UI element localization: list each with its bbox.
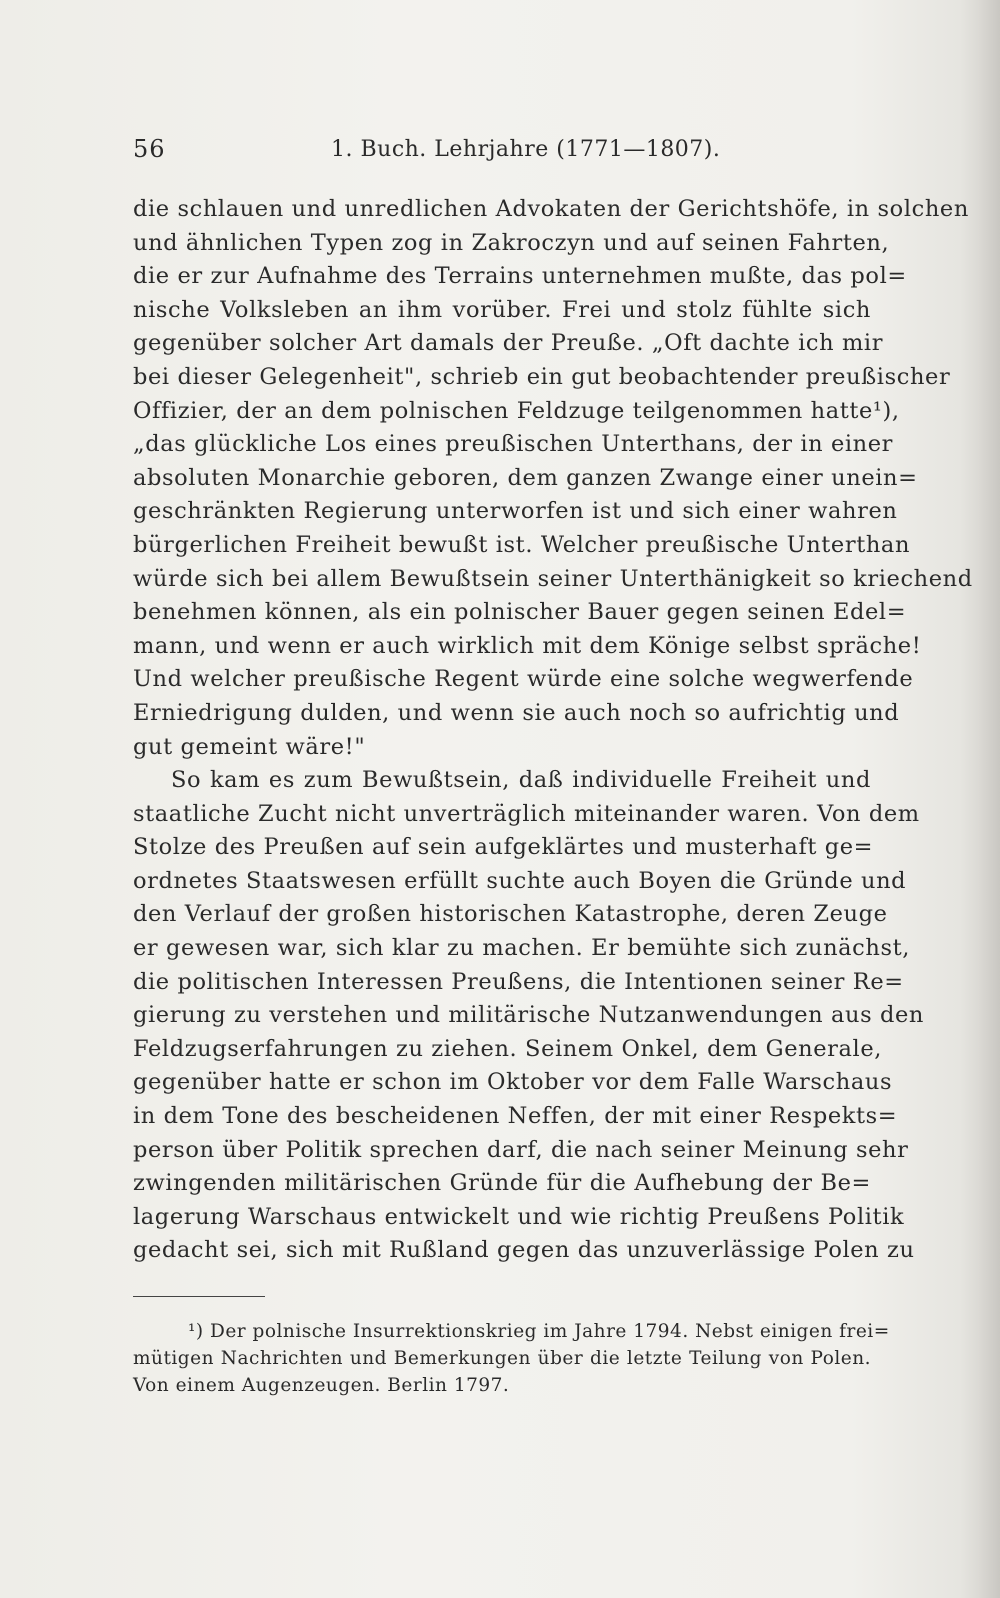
text-line: würde sich bei allem Bewußtsein seiner Unterthänigkeit so kriechend <box>133 565 973 592</box>
text-line: bei dieser Gelegenheit", schrieb ein gut beobachtender preußischer <box>133 363 951 390</box>
text-line: gierung zu verstehen und militärische Nutzanwendungen aus den <box>133 1002 925 1029</box>
page-header <box>133 135 873 169</box>
text-line: die er zur Aufnahme des Terrains unternehmen mußte, das pol= <box>133 263 907 290</box>
text-line: die schlauen und unredlichen Advokaten der Gerichtshöfe, in solchen <box>133 196 969 222</box>
text-line: So kam es zum Bewußtsein, daß individuelle Freiheit und <box>171 767 871 794</box>
footnote-line: Von einem Augenzeugen. Berlin 1797. <box>133 1375 510 1396</box>
running-title: 1. Buch. Lehrjahre (1771—1807). <box>331 137 721 162</box>
text-line: geschränkten Regierung unterworfen ist und sich einer wahren <box>133 498 898 525</box>
text-line: er gewesen war, sich klar zu machen. Er bemühte sich zunächst, <box>133 935 911 962</box>
text-line: absoluten Monarchie geboren, dem ganzen Zwange einer unein= <box>133 464 918 491</box>
text-line: lagerung Warschaus entwickelt und wie richtig Preußens Politik <box>133 1203 905 1230</box>
footnotes <box>133 1318 890 1399</box>
text-line: gut gemeint wäre!" <box>133 733 366 760</box>
text-line: Feldzugserfahrungen zu ziehen. Seinem Onkel, dem Generale, <box>133 1035 882 1062</box>
text-line: zwingenden militärischen Gründe für die Aufhebung der Be= <box>133 1170 871 1197</box>
text-line: person über Politik sprechen darf, die nach seiner Meinung sehr <box>133 1136 909 1163</box>
text-line: nische Volksleben an ihm vorüber. Frei und stolz fühlte sich <box>133 296 871 323</box>
text-line: Und welcher preußische Regent würde eine solche wegwerfende <box>133 666 914 693</box>
text-line: Stolze des Preußen auf sein aufgeklärtes und musterhaft ge= <box>133 834 874 861</box>
text-line: benehmen können, als ein polnischer Bauer gegen seinen Edel= <box>133 599 907 626</box>
body-text <box>133 193 973 1268</box>
footnote-line: ¹) Der polnische Insurrektionskrieg im Jahre 1794. Nebst einigen frei= <box>188 1321 890 1342</box>
text-line: Offizier, der an dem polnischen Feldzuge teilgenommen hatte¹), <box>133 397 900 424</box>
text-line: in dem Tone des bescheidenen Neffen, der mit einer Respekts= <box>133 1103 898 1130</box>
text-line: bürgerlichen Freiheit bewußt ist. Welcher preußische Unterthan <box>133 531 911 558</box>
text-line: gedacht sei, sich mit Rußland gegen das unzuverlässige Polen zu <box>133 1237 915 1264</box>
page-number: 56 <box>133 135 166 163</box>
text-line: Erniedrigung dulden, und wenn sie auch noch so aufrichtig und <box>133 699 900 726</box>
text-line: „das glückliche Los eines preußischen Unterthans, der in einer <box>133 431 894 458</box>
text-line: gegenüber hatte er schon im Oktober vor dem Falle Warschaus <box>133 1069 893 1096</box>
text-line: gegenüber solcher Art damals der Preuße. „Oft dachte ich mir <box>133 330 884 357</box>
footnote-line: mütigen Nachrichten und Bemerkungen über die letzte Teilung von Polen. <box>133 1348 871 1369</box>
text-line: die politischen Interessen Preußens, die Intentionen seiner Re= <box>133 968 904 995</box>
text-line: und ähnlichen Typen zog in Zakroczyn und auf seinen Fahrten, <box>133 229 890 256</box>
text-line: staatliche Zucht nicht unverträglich miteinander waren. Von dem <box>133 800 920 827</box>
page-gutter-shadow <box>978 0 1000 1598</box>
text-line: ordnetes Staatswesen erfüllt suchte auch Boyen die Gründe und <box>133 867 907 894</box>
text-line: mann, und wenn er auch wirklich mit dem Könige selbst spräche! <box>133 632 922 659</box>
text-line: den Verlauf der großen historischen Katastrophe, deren Zeuge <box>133 901 888 928</box>
footnote-separator <box>133 1296 265 1297</box>
